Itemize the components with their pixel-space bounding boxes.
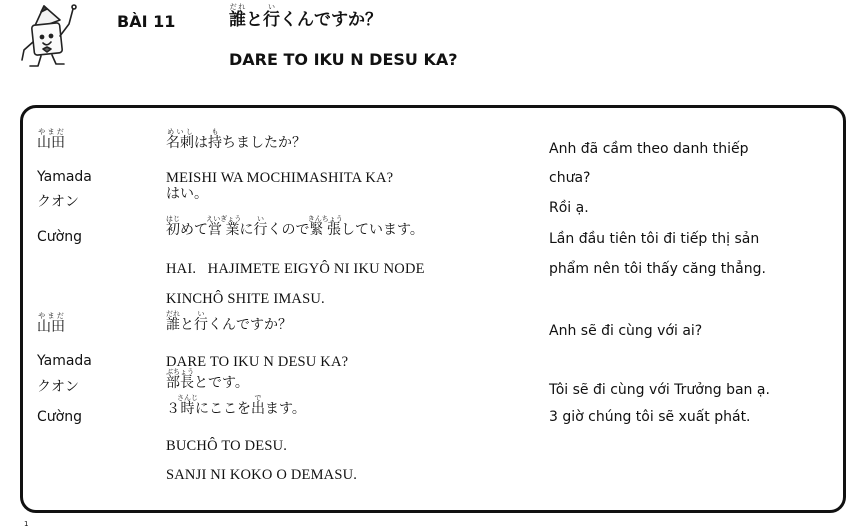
- romaji-line: BUCHÔ TO DESU.: [166, 438, 288, 454]
- furigana-word: 初はじ: [166, 215, 180, 238]
- speaker-kanji: [37, 128, 65, 150]
- romaji-line: SANJI NI KOKO O DEMASU.: [166, 467, 358, 483]
- furigana-reading: きんちょう: [307, 215, 343, 223]
- romaji-line: MEISHI WA MOCHIMASHITA KA?: [166, 170, 394, 186]
- romaji-line: DARE TO IKU N DESU KA?: [166, 354, 349, 370]
- speaker-name-jp: 山田やまだ: [37, 128, 65, 151]
- vietnamese-line: Rồi ạ.: [549, 200, 589, 216]
- romaji-line: HAI. HAJIMETE EIGYÔ NI IKU NODE: [166, 261, 425, 277]
- furigana-reading: えいぎょう: [206, 215, 242, 223]
- furigana-reading: い: [194, 310, 208, 318]
- furigana-word: 行い: [194, 310, 208, 333]
- pencil-mascot-icon: [16, 0, 86, 72]
- vietnamese-line: 3 giờ chúng tôi sẽ xuất phát.: [549, 409, 751, 425]
- japanese-line: はい。: [166, 186, 208, 202]
- furigana-reading: だれ: [166, 310, 180, 318]
- speaker-kanji: クオン: [37, 379, 79, 395]
- page-mark: 1: [24, 520, 29, 528]
- furigana-word: 出で: [251, 394, 265, 417]
- furigana-word: 行い: [253, 215, 268, 238]
- furigana-word: 部長ぶちょう: [166, 368, 194, 391]
- speaker-romaji: Yamada: [37, 169, 92, 185]
- vietnamese-line: Lần đầu tiên tôi đi tiếp thị sản: [549, 231, 760, 247]
- dialog-box: [20, 105, 846, 513]
- furigana-word: 営業えいぎょう: [206, 215, 242, 238]
- furigana-reading: だれ: [229, 3, 246, 11]
- vietnamese-line: phẩm nên tôi thấy căng thẳng.: [549, 261, 766, 277]
- furigana-reading: はじ: [166, 215, 180, 223]
- vietnamese-line: Tôi sẽ đi cùng với Trưởng ban ạ.: [549, 382, 770, 398]
- furigana-reading: めいし: [166, 128, 194, 136]
- japanese-line: 初はじめて営業えいぎょうに行いくので緊張きんちょうしています。: [166, 215, 424, 238]
- romaji-line: KINCHÔ SHITE IMASU.: [166, 291, 325, 307]
- furigana-word: 時さんじ: [177, 394, 198, 417]
- lesson-title-japanese: 誰だれと行いくんですか？: [229, 3, 382, 30]
- furigana-reading: い: [253, 215, 268, 223]
- furigana-word: 誰だれ: [229, 3, 246, 30]
- japanese-line: ３時さんじにここを出でます。: [166, 394, 306, 417]
- furigana-reading: で: [251, 394, 265, 402]
- speaker-name-jp: 山田やまだ: [37, 312, 65, 335]
- vietnamese-line: chưa?: [549, 170, 591, 186]
- furigana-word: 名刺めいし: [166, 128, 194, 151]
- furigana-reading: ぶちょう: [166, 368, 194, 376]
- furigana-word: 行い: [263, 3, 280, 30]
- japanese-line: 部長ぶちょうとです。: [166, 368, 249, 391]
- speaker-romaji: Cường: [37, 229, 82, 245]
- furigana-reading: い: [263, 3, 280, 11]
- speaker-romaji: Cường: [37, 409, 82, 425]
- furigana-word: 緊張きんちょう: [307, 215, 343, 238]
- speaker-kanji: クオン: [37, 194, 79, 210]
- vietnamese-line: Anh sẽ đi cùng với ai?: [549, 323, 703, 339]
- vietnamese-line: Anh đã cầm theo danh thiếp: [549, 141, 749, 157]
- furigana-word: 誰だれ: [166, 310, 180, 333]
- furigana-word: 持も: [208, 128, 222, 151]
- furigana-reading: さんじ: [177, 394, 198, 402]
- furigana-reading: も: [208, 128, 222, 136]
- lesson-title-romaji: DARE TO IKU N DESU KA?: [229, 50, 458, 69]
- japanese-line: 誰だれと行いくんですか？: [166, 310, 292, 333]
- japanese-line: 名刺めいしは持もちましたか？: [166, 128, 306, 151]
- speaker-kanji: [37, 312, 65, 334]
- speaker-romaji: Yamada: [37, 353, 92, 369]
- lesson-number: BÀI 11: [117, 12, 176, 31]
